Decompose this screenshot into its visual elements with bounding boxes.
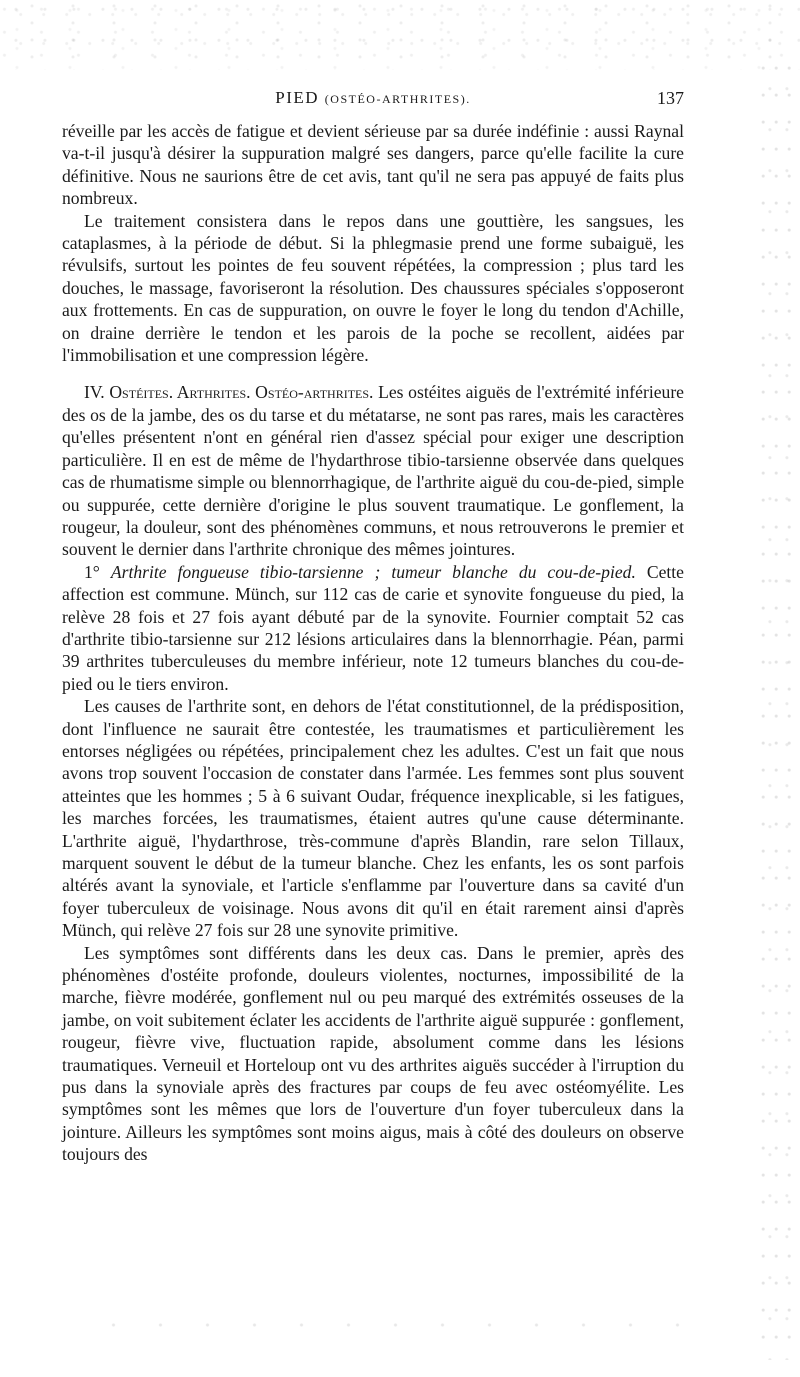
paragraph-symptoms: Les symptômes sont différents dans les deux cas. Dans le premier, après des phénomènes d'ostéite profonde, douleurs violentes, nocturnes, impossibilité de la marche, fièvre modérée, gonflement nul ou peu marqué des extrémités osseuses de la jambe, on voit subitement éclater les accidents de l'arthrite aiguë suppurée : gonflement, rougeur, fièvre vive, fluctuation rapide, absolument comme dans les lésions traumatiques. Verneuil et Horteloup ont vu des arthrites aiguës succéder à l'irruption du pus dans la synoviale après des fractures par coups de feu avec ostéomyélite. Les symptômes sont les mêmes que lors de l'ouverture d'un foyer tuberculeux dans la jointure. Ailleurs les symptômes sont moins aigus, mais à côté des douleurs on observe toujours des [62,942,684,1165]
running-title-main: PIED [275,88,320,107]
running-head [62,88,684,112]
scan-noise-right [758,60,800,1360]
section-intro-text: Les ostéites aiguës de l'extrémité inférieure des os de la jambe, des os du tarse et du métatarse, ne sont pas rares, mais les caractères qu'elles présentent n'ont en général rien d'assez spécial pour exiger une description particulière. Il en est de même de l'hydarthrose tibio-tarsienne observée dans quelques cas de rhumatisme simple ou blennorrhagique, de l'arthrite aiguë du cou-de-pied, simple ou suppurée, cette dernière d'origine le plus souvent traumatique. Le gonflement, la rougeur, la douleur, sont des phénomènes communs, et nous retrouverons le premier et souvent le dernier dans l'arthrite chronique des mêmes jointures. [62,382,684,560]
section-intro-paragraph [62,381,684,560]
scan-noise-top [0,0,800,70]
book-page [62,88,684,1166]
subsection-number: 1° [84,561,100,582]
scan-noise-bottom [90,1318,710,1332]
paragraph-treatment: Le traitement consistera dans le repos dans une gouttière, les sangsues, les cataplasmes, à la période de début. Si la phlegmasie prend une forme subaiguë, les révulsifs, surtout les pointes de feu souvent répétées, la compression ; plus tard les douches, le massage, favoriseront la résolution. Des chaussures spéciales s'opposeront aux frottements. En cas de suppuration, on ouvre le foyer le long du tendon d'Achille, on draine derrière le tendon et les parois de la poche se recollent, aidées par l'immobilisation et une compression légère. [62,210,684,366]
paragraph-causes: Les causes de l'arthrite sont, en dehors de l'état constitutionnel, de la prédisposition, dont l'influence ne saurait être contestée, les traumatismes et particulièrement les entorses négligées ou répétées, principalement chez les adultes. C'est un fait que nous avons trop souvent l'occasion de constater dans l'armée. Les femmes sont plus souvent atteintes que les hommes ; 5 à 6 suivant Oudar, fréquence inexplicable, si les fatigues, les marches forcées, les traumatismes, étaient autres qu'une cause déterminante. L'arthrite aiguë, l'hydarthrose, très-commune d'après Blandin, rare selon Tillaux, marquent souvent le début de la tumeur blanche. Chez les enfants, les os sont parfois altérés avant la synoviale, et l'article s'enflamme par l'ouverture dans sa cavité d'un foyer tuberculeux de voisinage. Nous avons dit qu'il en était rarement ainsi d'après Münch, qui relève 27 fois sur 28 une synovite primitive. [62,696,684,941]
section-heading: IV. Ostéites. Arthrites. Ostéo-arthrites. [84,382,374,403]
running-title [62,88,684,108]
subsection-paragraph [62,561,684,695]
page-number: 137 [657,88,684,108]
paragraph-continuation: réveille par les accès de fatigue et devient sérieuse par sa durée indéfinie : aussi Raynal va-t-il jusqu'à désirer la suppuration malgré ses dangers, parce qu'elle facilite la cure définitive. Nous ne saurions être de cet avis, tant qu'il ne sera pas appuyé de faits plus nombreux. [62,121,684,209]
subsection-text: Cette affection est commune. Münch, sur 112 cas de carie et synovite fongueuse du pied, la relève 28 fois et 27 fois ayant débuté par de la synovite. Fournier comptait 52 cas d'arthrite tibio-tarsienne sur 212 lésions articulaires dans la blennorrhagie. Péan, parmi 39 arthrites tuberculeuses du membre inférieur, note 12 tumeurs blanches du cou-de-pied ou le tiers environ. [62,561,684,694]
section-gap [62,366,684,381]
running-title-paren: (OSTÉO-ARTHRITES). [324,92,471,106]
subsection-title: Arthrite fongueuse tibio-tarsienne ; tumeur blanche du cou-de-pied. [110,561,636,582]
